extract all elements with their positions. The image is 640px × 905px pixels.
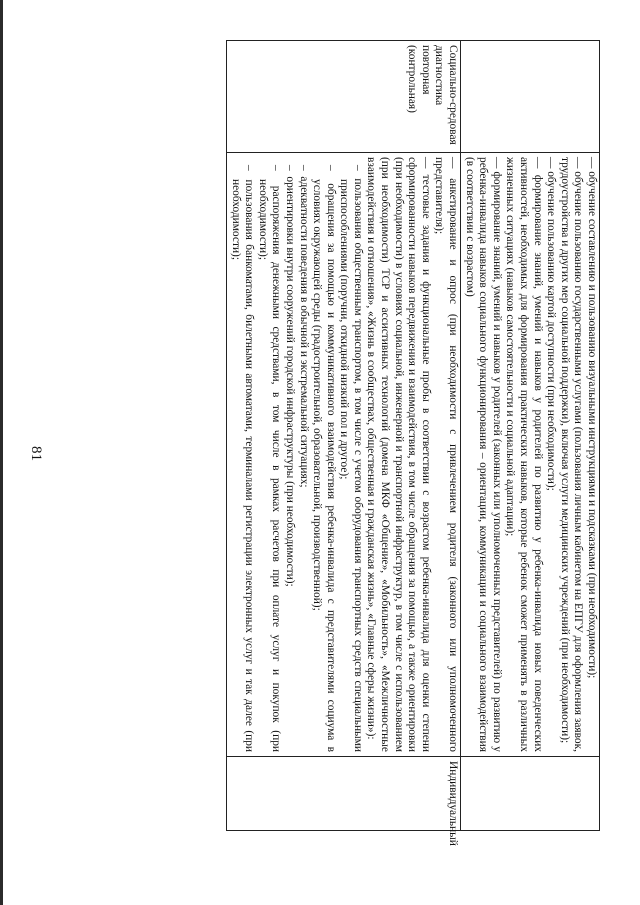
sub-list-item-text: пользования банкоматами, билетными автоматами, терминалами регистрации электронных услуг и так далее (при необходимости); — [229, 179, 256, 753]
sub-list-item-text: обращения за помощью и коммуникативного взаимодействия ребенка-инвалида с представителями социума в условиях окружающей среды (градостроительной, образовательной, производственной); — [311, 179, 337, 753]
list-item: — анкетирование и опрос (при необходимости с привлечением родителя (законного или уполномоченного представителя); — [433, 157, 460, 752]
rotated-table-wrapper — [55, 40, 600, 846]
sub-list-item: – пользования банкоматами, билетными автоматами, терминалами регистрации электронных услуг и так далее (при необходимости); — [229, 165, 256, 753]
sub-list-item-text: ориентировки внутри сооружений городской инфраструктуры (при необходимости); — [283, 176, 296, 587]
row2-type-cell: Социально-средовая диагностика повторная (контрольная) — [226, 41, 460, 153]
list-item: — обучение составлению и пользованию визуальными инструкциями и подсказками (при необходимости); — [586, 157, 598, 679]
list-item: — обучение пользованию картой доступности (при необходимости); — [545, 157, 558, 491]
row1-type-cell — [461, 41, 600, 153]
row1-mode-cell — [461, 757, 600, 831]
sub-list-item-text: пользования общественным транспортом, в том числе с учетом оборудования транспортных средств специальными приспособлениями (поручни, откидной низкий пол и другое); — [338, 178, 364, 753]
list-item: — формирование знаний, умений и навыков у родителей (законных или уполномоченных представителей) по развитию у ребенка-инвалида навыков социального функционирования – ориентации, коммуникации и социального взаимодействия (в соответствии с возрастом) — [463, 157, 503, 752]
list-item: — обучение пользованию государственными услугами (пользования личным кабинетом на ЕПГУ для оформления заявок, трудоустройства и других мер социальной поддержки), включая услуги медицинских учреждений (при необходимости); — [558, 157, 585, 752]
services-table — [226, 40, 600, 846]
sub-list-item-text: адекватности поведения в обычной и экстремальной ситуациях; — [297, 176, 310, 488]
list-item: — тестовые задания и функциональные пробы в соответствии с возрастом ребенка-инвалида для оценки степени сформированности навыков передвижения и взаимодействия, в том числе обращения за помощью, а также ориентировки (при необходимости) в условиях социальной, инженерной и транспортной инфраструктур, в том числе с использованием (при необходимости) ТСР и ассистивных технологий (домена МКФ «Общение», «Мобильность», «Межличностные взаимодействия и отношения», «Жизнь в сообществах, общественная и гражданская жизнь», «Главные сферы жизни»): — [365, 157, 432, 752]
sub-list-item: – пользования общественным транспортом, в том числе с учетом оборудования транспортных средств специальными приспособлениями (поручни, откидной низкий пол и другое); — [338, 165, 364, 753]
sub-list-item: – распоряжения денежными средствами, в том числе в рамках расчетов при оплате услуг и покупок (при необходимости); — [256, 165, 283, 752]
sub-list-item: – обращения за помощью и коммуникативного взаимодействия ребенка-инвалида с представителями социума в условиях окружающей среды (градостроительной, образовательной, производственной); — [311, 165, 337, 753]
table-row — [461, 41, 600, 831]
sub-list-item-text: распоряжения денежными средствами, в том числе в рамках расчетов при оплате услуг и покупок (при необходимости); — [256, 179, 283, 752]
sub-list-item: – адекватности поведения в обычной и экстремальной ситуациях; — [297, 165, 310, 488]
page-number: 81 — [28, 446, 44, 461]
list-item: — формирование знаний, умений и навыков у родителей по развитию у ребенка-инвалида новых поведенческих активностей, необходимых для формирования практических навыков, которые ребенок сможет применять в различных жизненных ситуациях (навыков самостоятельности и социальной адаптации); — [504, 157, 544, 752]
row2-content-cell — [226, 153, 460, 757]
table-row — [226, 41, 460, 831]
sub-list-item: – ориентировки внутри сооружений городской инфраструктуры (при необходимости); — [283, 165, 296, 587]
row2-mode-cell: Индивидуальный — [226, 757, 460, 831]
row1-content-cell — [461, 153, 600, 757]
